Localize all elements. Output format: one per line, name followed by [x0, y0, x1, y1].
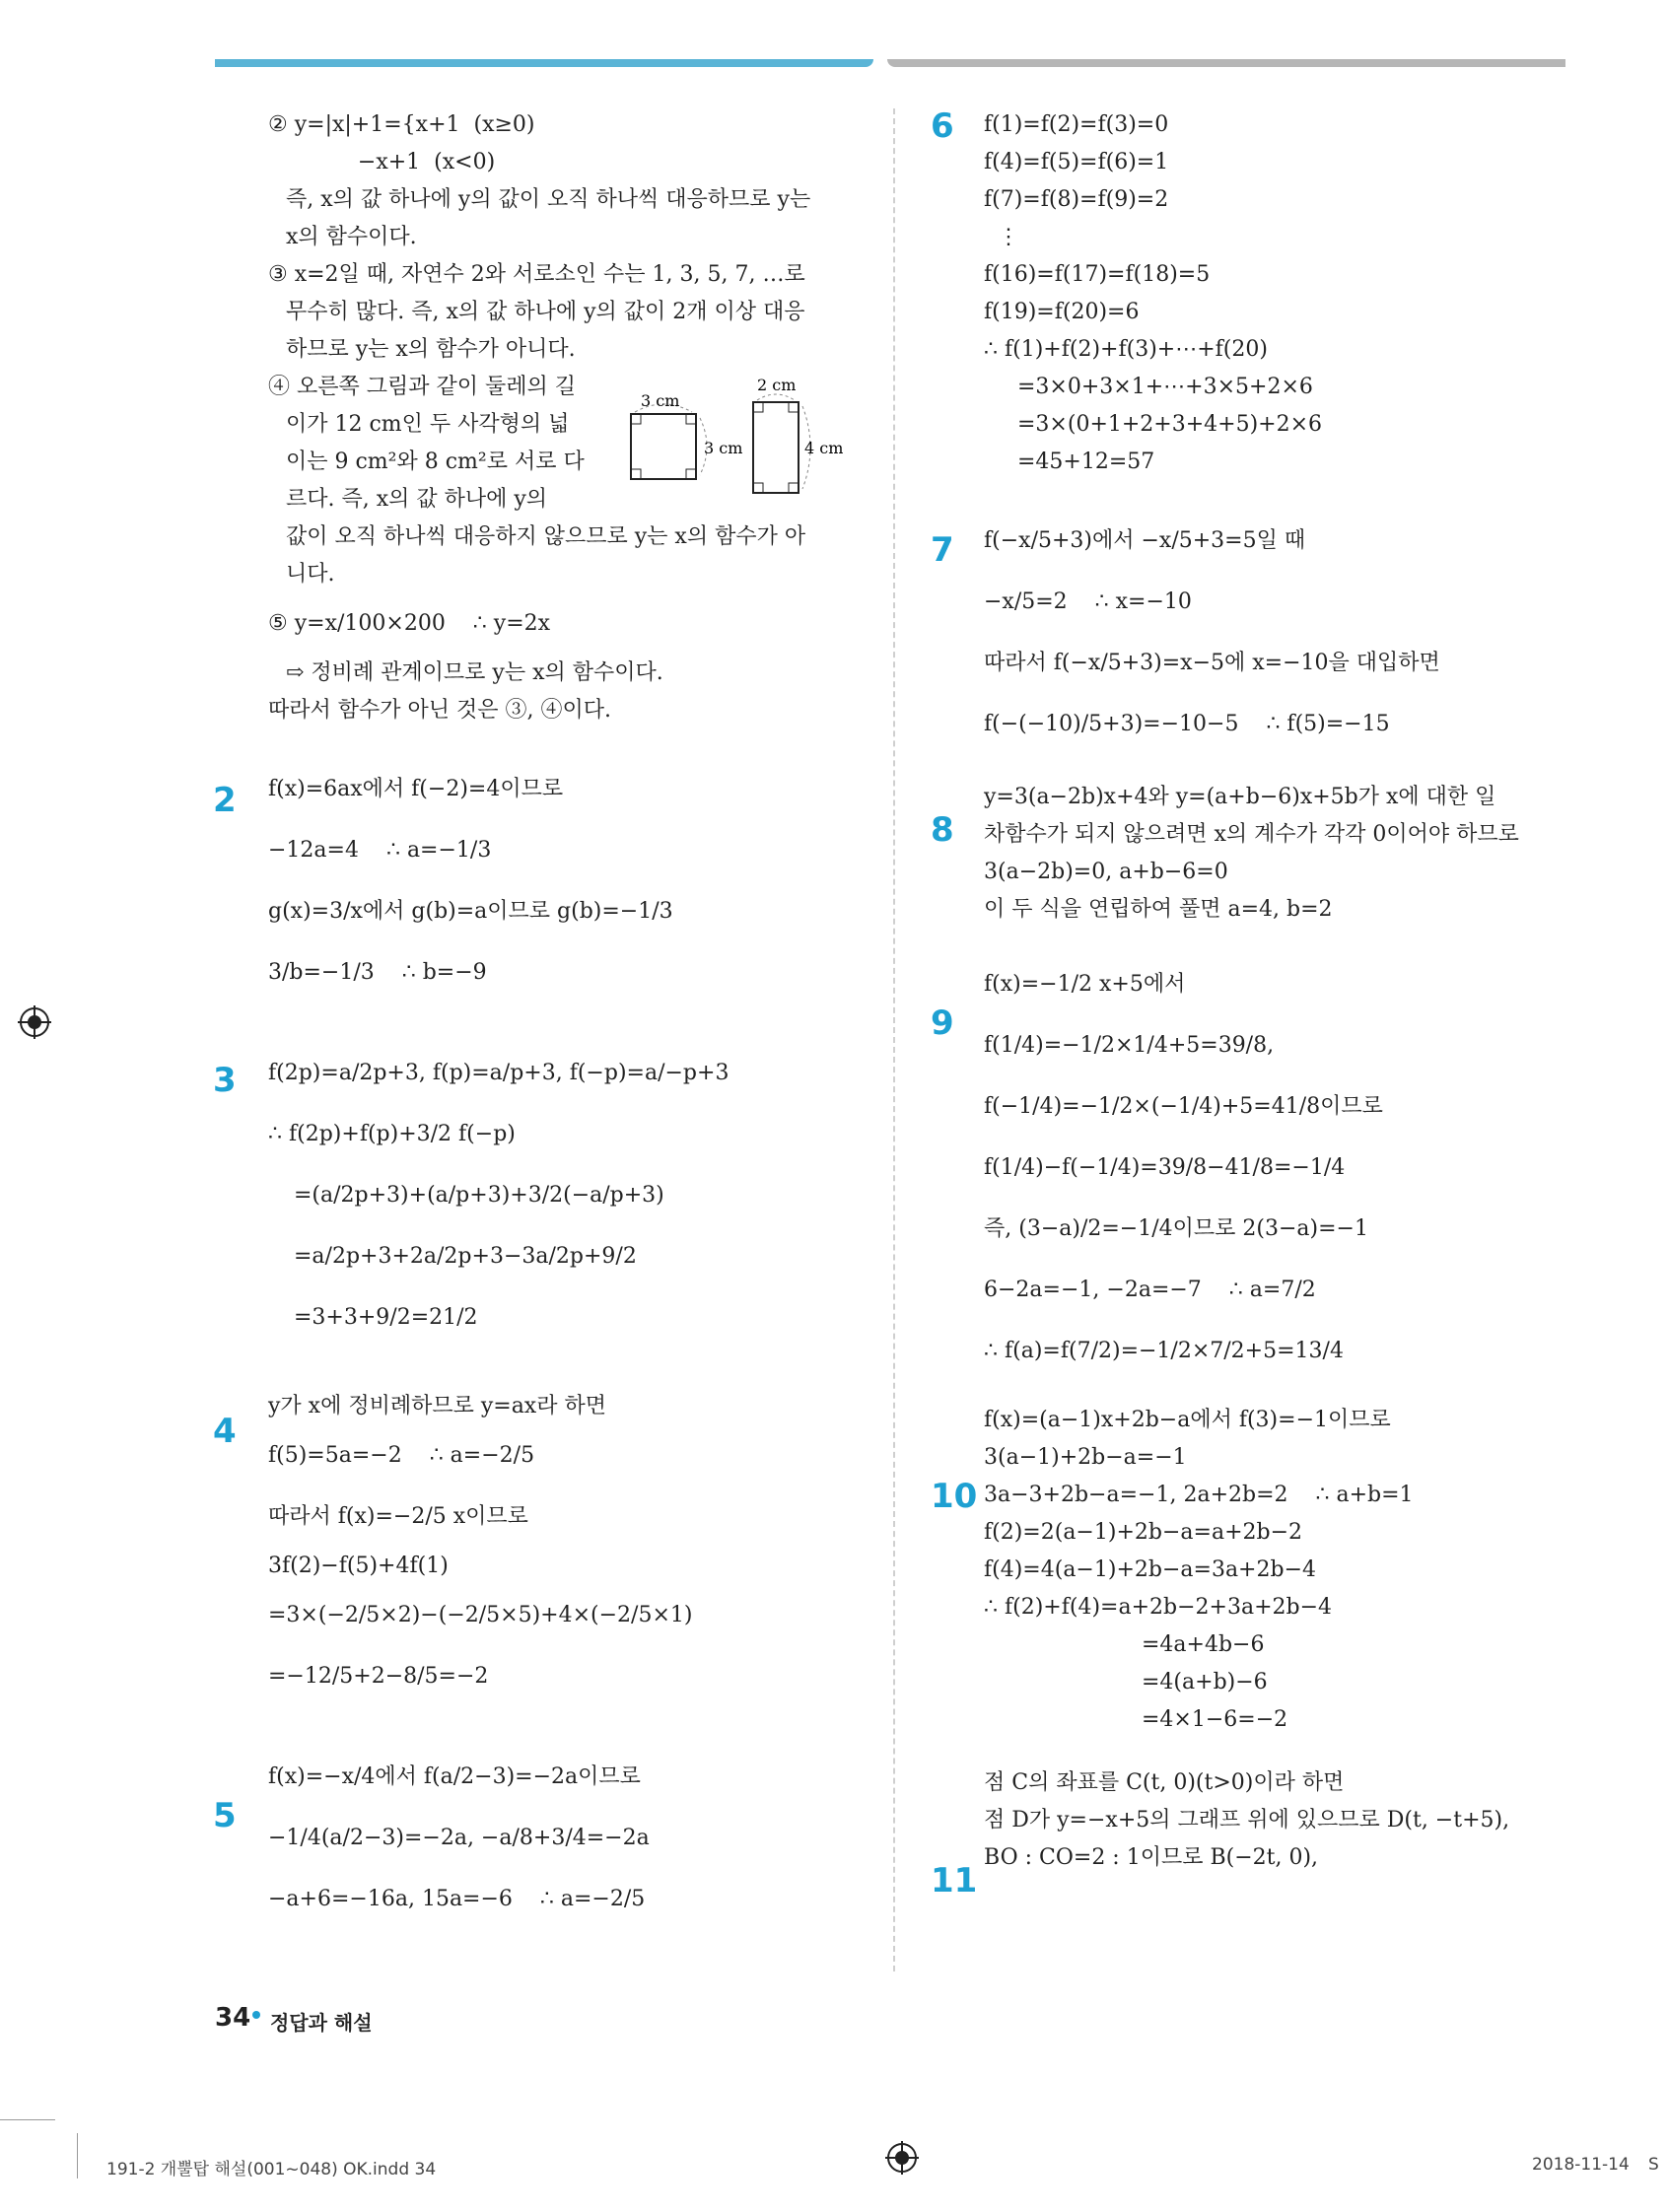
- figure-label: 3 cm: [641, 391, 680, 410]
- q10-line: 3(a−1)+2b−a=−1: [984, 1445, 1187, 1470]
- q10-line: ∴ f(2)+f(4)=a+2b−2+3a+2b−4: [984, 1595, 1333, 1620]
- crop-mark: [0, 2119, 55, 2120]
- q1-line: 르다. 즉, x의 값 하나에 y의: [286, 487, 548, 512]
- q1-line: ③ x=2일 때, 자연수 2와 서로소인 수는 1, 3, 5, 7, …로: [268, 262, 805, 287]
- q8-line: 3(a−2b)=0, a+b−6=0: [984, 860, 1228, 884]
- q5-line: −a+6=−16a, 15a=−6 ∴ a=−2/5: [268, 1887, 646, 1911]
- problem-number: 8: [931, 810, 954, 850]
- q2-line: f(x)=6ax에서 f(−2)=4이므로: [268, 777, 564, 801]
- q1-line: ④ 오른쪽 그림과 같이 둘레의 길: [268, 375, 576, 399]
- top-bar-right: [887, 59, 1565, 67]
- problem-number: 11: [931, 1861, 978, 1901]
- q9-line: f(−1/4)=−1/2×(−1/4)+5=41/8이므로: [984, 1094, 1383, 1119]
- q10-line: f(4)=4(a−1)+2b−a=3a+2b−4: [984, 1557, 1317, 1582]
- q7-line: f(−x/5+3)에서 −x/5+3=5일 때: [984, 528, 1306, 553]
- q10-line: =4(a+b)−6: [1142, 1670, 1268, 1694]
- q3-line: ∴ f(2p)+f(p)+3/2 f(−p): [268, 1122, 516, 1146]
- q10-line: =4a+4b−6: [1142, 1632, 1265, 1657]
- q3-line: f(2p)=a/2p+3, f(p)=a/p+3, f(−p)=a/−p+3: [268, 1061, 730, 1085]
- q1-line: 니다.: [286, 562, 335, 587]
- q4-line: y가 x에 정비례하므로 y=ax라 하면: [268, 1394, 606, 1418]
- page-number: 34: [215, 2003, 251, 2033]
- q8-line: y=3(a−2b)x+4와 y=(a+b−6)x+5b가 x에 대한 일: [984, 785, 1496, 809]
- figure-label: 4 cm: [804, 439, 844, 457]
- q1-line: x의 함수이다.: [286, 225, 417, 249]
- q6-line: f(4)=f(5)=f(6)=1: [984, 150, 1169, 174]
- q4-line: 3f(2)−f(5)+4f(1): [268, 1554, 449, 1578]
- q10-line: f(x)=(a−1)x+2b−a에서 f(3)=−1이므로: [984, 1408, 1391, 1432]
- q7-line: −x/5=2 ∴ x=−10: [984, 589, 1192, 614]
- q6-line: f(19)=f(20)=6: [984, 300, 1140, 324]
- q3-line: =a/2p+3+2a/2p+3−3a/2p+9/2: [294, 1244, 637, 1269]
- q9-line: 6−2a=−1, −2a=−7 ∴ a=7/2: [984, 1278, 1316, 1302]
- q7-line: f(−(−10)/5+3)=−10−5 ∴ f(5)=−15: [984, 712, 1390, 736]
- q2-line: −12a=4 ∴ a=−1/3: [268, 838, 492, 863]
- q11-line: 점 D가 y=−x+5의 그래프 위에 있으므로 D(t, −t+5),: [984, 1808, 1510, 1832]
- print-file-info: 191-2 개뿔탑 해설(001~048) OK.indd 34: [106, 2160, 437, 2179]
- q8-line: 이 두 식을 연립하여 풀면 a=4, b=2: [984, 897, 1333, 922]
- problem-number: 4: [213, 1412, 237, 1451]
- q1-line: 따라서 함수가 아닌 것은 ③, ④이다.: [268, 698, 611, 723]
- q2-line: 3/b=−1/3 ∴ b=−9: [268, 960, 487, 985]
- problem-number: 9: [931, 1003, 954, 1043]
- q1-line: 즉, x의 값 하나에 y의 값이 오직 하나씩 대응하므로 y는: [286, 187, 811, 212]
- q1-line: 이가 12 cm인 두 사각형의 넓: [286, 412, 570, 437]
- q6-line: f(1)=f(2)=f(3)=0: [984, 112, 1169, 137]
- q5-line: −1/4(a/2−3)=−2a, −a/8+3/4=−2a: [268, 1826, 650, 1850]
- q11-line: BO : CO=2 : 1이므로 B(−2t, 0),: [984, 1845, 1319, 1870]
- q10-line: 3a−3+2b−a=−1, 2a+2b=2 ∴ a+b=1: [984, 1483, 1414, 1507]
- q4-line: =3×(−2/5×2)−(−2/5×5)+4×(−2/5×1): [268, 1603, 693, 1627]
- q6-line: f(16)=f(17)=f(18)=5: [984, 262, 1211, 287]
- bullet-icon: [252, 2011, 260, 2019]
- q10-line: =4×1−6=−2: [1142, 1707, 1288, 1732]
- q1-line: 하므로 y는 x의 함수가 아니다.: [286, 337, 576, 362]
- q1-line: 무수히 많다. 즉, x의 값 하나에 y의 값이 2개 이상 대응: [286, 300, 805, 324]
- q8-line: 차함수가 되지 않으려면 x의 계수가 각각 0이어야 하므로: [984, 822, 1519, 847]
- print-trailing: S: [1648, 2155, 1659, 2175]
- q1-line: 값이 오직 하나씩 대응하지 않으므로 y는 x의 함수가 아: [286, 524, 806, 549]
- right-column: [931, 106, 1581, 1877]
- q6-line: f(7)=f(8)=f(9)=2: [984, 187, 1169, 212]
- q9-line: f(1/4)=−1/2×1/4+5=39/8,: [984, 1033, 1275, 1058]
- q4-line: f(5)=5a=−2 ∴ a=−2/5: [268, 1443, 535, 1468]
- problem-number: 7: [931, 530, 954, 570]
- q9-line: f(1/4)−f(−1/4)=39/8−41/8=−1/4: [984, 1155, 1346, 1180]
- top-bar-left: [215, 59, 873, 67]
- q9-line: f(x)=−1/2 x+5에서: [984, 972, 1186, 997]
- q10-line: f(2)=2(a−1)+2b−a=a+2b−2: [984, 1520, 1303, 1545]
- q6-line: =3×0+3×1+⋯+3×5+2×6: [1017, 375, 1313, 399]
- problem-number: 3: [213, 1061, 237, 1100]
- figure-label: 2 cm: [757, 376, 797, 394]
- q4-line: =−12/5+2−8/5=−2: [268, 1664, 489, 1689]
- figure-label: 3 cm: [704, 439, 743, 457]
- q3-line: =3+3+9/2=21/2: [294, 1305, 478, 1330]
- problem-number: 2: [213, 781, 237, 820]
- rectangles-figure: [621, 375, 848, 513]
- q6-line: =3×(0+1+2+3+4+5)+2×6: [1017, 412, 1323, 437]
- section-label: 정답과 해설: [270, 2011, 373, 2035]
- q11-line: 점 C의 좌표를 C(t, 0)(t>0)이라 하면: [984, 1770, 1345, 1795]
- q2-line: g(x)=3/x에서 g(b)=a이므로 g(b)=−1/3: [268, 899, 673, 924]
- q3-line: =(a/2p+3)+(a/p+3)+3/2(−a/p+3): [294, 1183, 664, 1208]
- q5-line: f(x)=−x/4에서 f(a/2−3)=−2a이므로: [268, 1764, 641, 1789]
- crop-mark: [77, 2133, 78, 2178]
- problem-number: 5: [213, 1796, 237, 1835]
- q1-line: −x+1 (x<0): [268, 150, 496, 174]
- registration-mark-icon: [887, 2143, 917, 2173]
- q9-line: 즉, (3−a)/2=−1/4이므로 2(3−a)=−1: [984, 1216, 1368, 1241]
- q6-line: ∴ f(1)+f(2)+f(3)+⋯+f(20): [984, 337, 1268, 362]
- q6-line: ⋮: [984, 225, 1019, 249]
- q9-line: ∴ f(a)=f(7/2)=−1/2×7/2+5=13/4: [984, 1339, 1344, 1363]
- q1-line: ② y=|x|+1={x+1 (x≥0): [268, 112, 535, 137]
- column-separator: [893, 108, 895, 1971]
- q7-line: 따라서 f(−x/5+3)=x−5에 x=−10을 대입하면: [984, 651, 1440, 675]
- registration-mark-icon: [20, 1007, 49, 1037]
- problem-number: 6: [931, 106, 954, 146]
- print-date: 2018-11-14: [1532, 2155, 1630, 2175]
- q1-line: 이는 9 cm²와 8 cm²로 서로 다: [286, 449, 585, 474]
- q6-line: =45+12=57: [1017, 449, 1155, 474]
- q1-line: ⇨ 정비례 관계이므로 y는 x의 함수이다.: [286, 660, 663, 685]
- q1-line: ⑤ y=x/100×200 ∴ y=2x: [268, 611, 551, 636]
- q4-line: 따라서 f(x)=−2/5 x이므로: [268, 1504, 528, 1529]
- problem-number: 10: [931, 1477, 978, 1516]
